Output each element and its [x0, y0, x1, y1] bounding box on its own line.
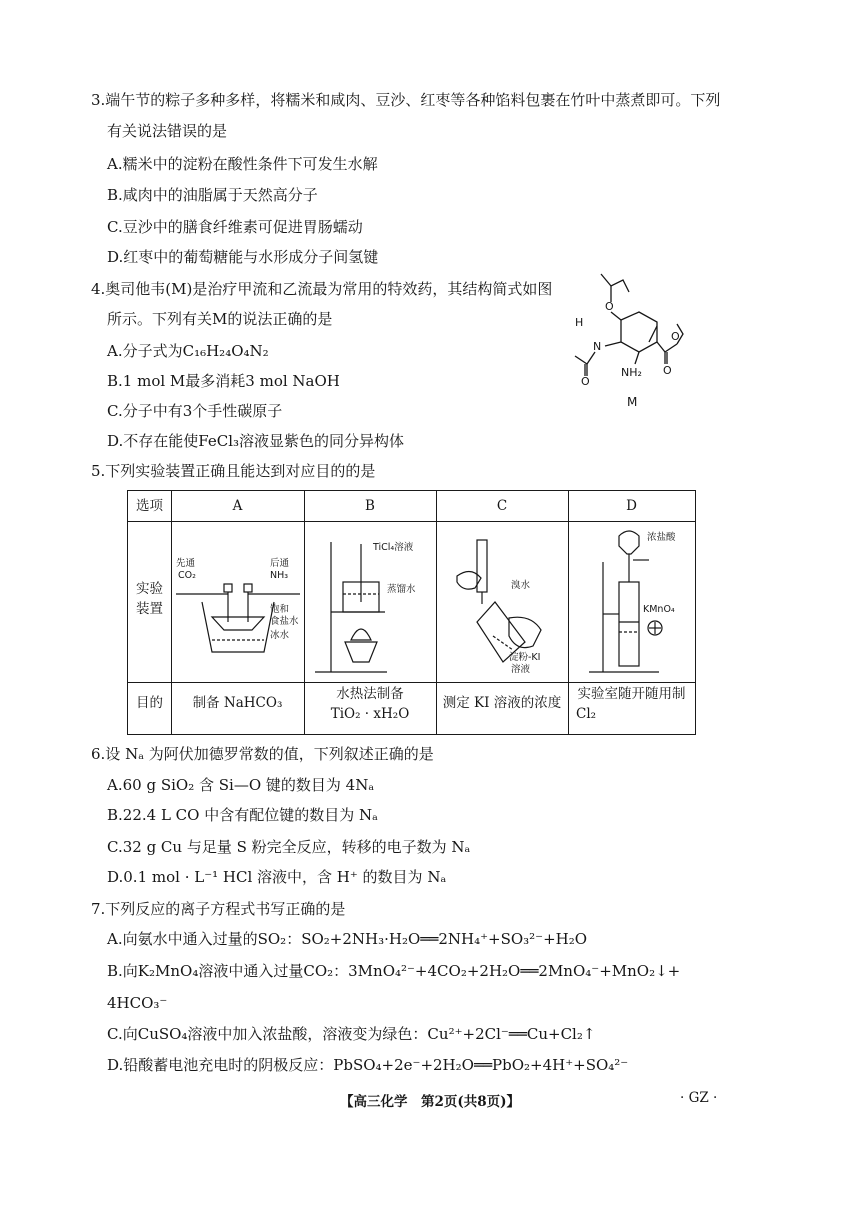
table-col-c: C — [496, 498, 508, 514]
q6-option-b: B.22.4 L CO 中含有配位键的数目为 Nₐ — [107, 806, 378, 824]
label-starch-ki-2: 溶液 — [511, 664, 531, 675]
q4-option-c: C.分子中有3个手性碳原子 — [107, 402, 283, 420]
m-n: N — [593, 340, 602, 353]
apparatus-a — [172, 522, 304, 682]
label-kmno4: KMnO₄ — [643, 604, 675, 615]
q3-option-b: B.咸肉中的油脂属于天然高分子 — [107, 186, 318, 204]
q5-table — [127, 490, 696, 735]
label-distilled-water: 蒸馏水 — [387, 584, 416, 595]
purpose-d-line1: 实验室随开随用制 — [577, 686, 686, 702]
apparatus-d — [569, 522, 695, 682]
q7-option-c: C.向CuSO₄溶液中加入浓盐酸，溶液变为绿色：Cu²⁺+2Cl⁻══Cu+Cl₂↑ — [107, 1025, 596, 1043]
q3-option-a: A.糯米中的淀粉在酸性条件下可发生水解 — [107, 155, 378, 173]
m-h: H — [575, 316, 584, 329]
label-bromine-water: 溴水 — [511, 580, 531, 591]
label-brine-1: 饱和 — [270, 604, 290, 615]
q7-option-b-line1: B.向K₂MnO₄溶液中通入过量CO₂：3MnO₄²⁻+4CO₂+2H₂O══2MnO₄⁻+MnO₂↓+ — [107, 962, 681, 980]
q4-option-b: B.1 mol M最多消耗3 mol NaOH — [107, 372, 340, 390]
page-footer: 【高三化学 第2页(共8页)】 — [339, 1094, 521, 1110]
q6-option-d: D.0.1 mol · L⁻¹ HCl 溶液中，含 H⁺ 的数目为 Nₐ — [107, 868, 447, 886]
q5-stem: 5.下列实验装置正确且能达到对应目的的是 — [91, 462, 376, 480]
label-ice-water: 冰水 — [270, 630, 290, 641]
q7-stem: 7.下列反应的离子方程式书写正确的是 — [91, 900, 346, 918]
q6-option-c: C.32 g Cu 与足量 S 粉完全反应，转移的电子数为 Nₐ — [107, 838, 471, 856]
label-brine-2: 食盐水 — [270, 616, 299, 627]
purpose-c: 测定 KI 溶液的浓度 — [442, 695, 562, 711]
m-o-amide: O — [581, 375, 590, 388]
label-first-co2: 先通 — [176, 558, 196, 569]
table-col-a: A — [232, 498, 243, 514]
table-header-label: 选项 — [136, 498, 163, 514]
q3-stem-line1: 3.端午节的粽子多种多样，将糯米和咸肉、豆沙、红枣等各种馅料包裹在竹叶中蒸煮即可。下列 — [91, 91, 721, 109]
m-o-ether: O — [605, 300, 614, 313]
purpose-b-line2: TiO₂ · xH₂O — [330, 706, 410, 722]
m-o-ester: O — [671, 330, 680, 343]
label-nh3: NH₃ — [270, 570, 289, 581]
q7-option-d: D.铅酸蓄电池充电时的阴极反应：PbSO₄+2e⁻+2H₂O══PbO₂+4H⁺+SO₄²⁻ — [107, 1056, 629, 1074]
q4-option-d: D.不存在能使FeCl₃溶液显紫色的同分异构体 — [107, 432, 405, 450]
row-apparatus-label-2: 装置 — [136, 601, 163, 617]
q3-stem-line2: 有关说法错误的是 — [107, 122, 228, 140]
label-ticl4: TiCl₄溶液 — [373, 542, 414, 553]
label-conc-hcl: 浓盐酸 — [647, 532, 676, 543]
q6-stem: 6.设 Nₐ 为阿伏加德罗常数的值，下列叙述正确的是 — [91, 745, 434, 763]
oseltamivir-structure — [565, 272, 685, 412]
table-col-b: B — [365, 498, 375, 514]
table-col-d: D — [626, 498, 637, 514]
apparatus-b — [305, 522, 436, 682]
purpose-b-line1: 水热法制备 — [336, 686, 404, 702]
m-nh2: NH₂ — [621, 366, 642, 379]
m-o-carbonyl: O — [663, 364, 672, 377]
q3-option-c: C.豆沙中的膳食纤维素可促进胃肠蠕动 — [107, 218, 363, 236]
purpose-a: 制备 NaHCO₃ — [192, 695, 283, 711]
q7-option-b-line2: 4HCO₃⁻ — [107, 994, 168, 1012]
apparatus-c — [437, 522, 568, 682]
m-label: M — [627, 395, 638, 409]
exam-code: · GZ · — [680, 1090, 718, 1106]
row-purpose-label: 目的 — [136, 695, 163, 711]
label-co2: CO₂ — [178, 570, 196, 581]
q4-stem-line1: 4.奥司他韦(M)是治疗甲流和乙流最为常用的特效药，其结构简式如图 — [91, 280, 553, 298]
q3-option-d: D.红枣中的葡萄糖能与水形成分子间氢键 — [107, 248, 379, 266]
purpose-d-line2: Cl₂ — [576, 706, 597, 722]
q7-option-a: A.向氨水中通入过量的SO₂：SO₂+2NH₃·H₂O══2NH₄⁺+SO₃²⁻+H₂O — [107, 930, 588, 948]
q4-option-a: A.分子式为C₁₆H₂₄O₄N₂ — [107, 342, 269, 360]
label-after-nh3: 后通 — [270, 558, 290, 569]
q6-option-a: A.60 g SiO₂ 含 Si—O 键的数目为 4Nₐ — [107, 776, 375, 794]
row-apparatus-label-1: 实验 — [136, 581, 163, 597]
label-starch-ki-1: 淀粉-KI — [509, 652, 541, 663]
q4-stem-line2: 所示。下列有关M的说法正确的是 — [107, 310, 333, 328]
